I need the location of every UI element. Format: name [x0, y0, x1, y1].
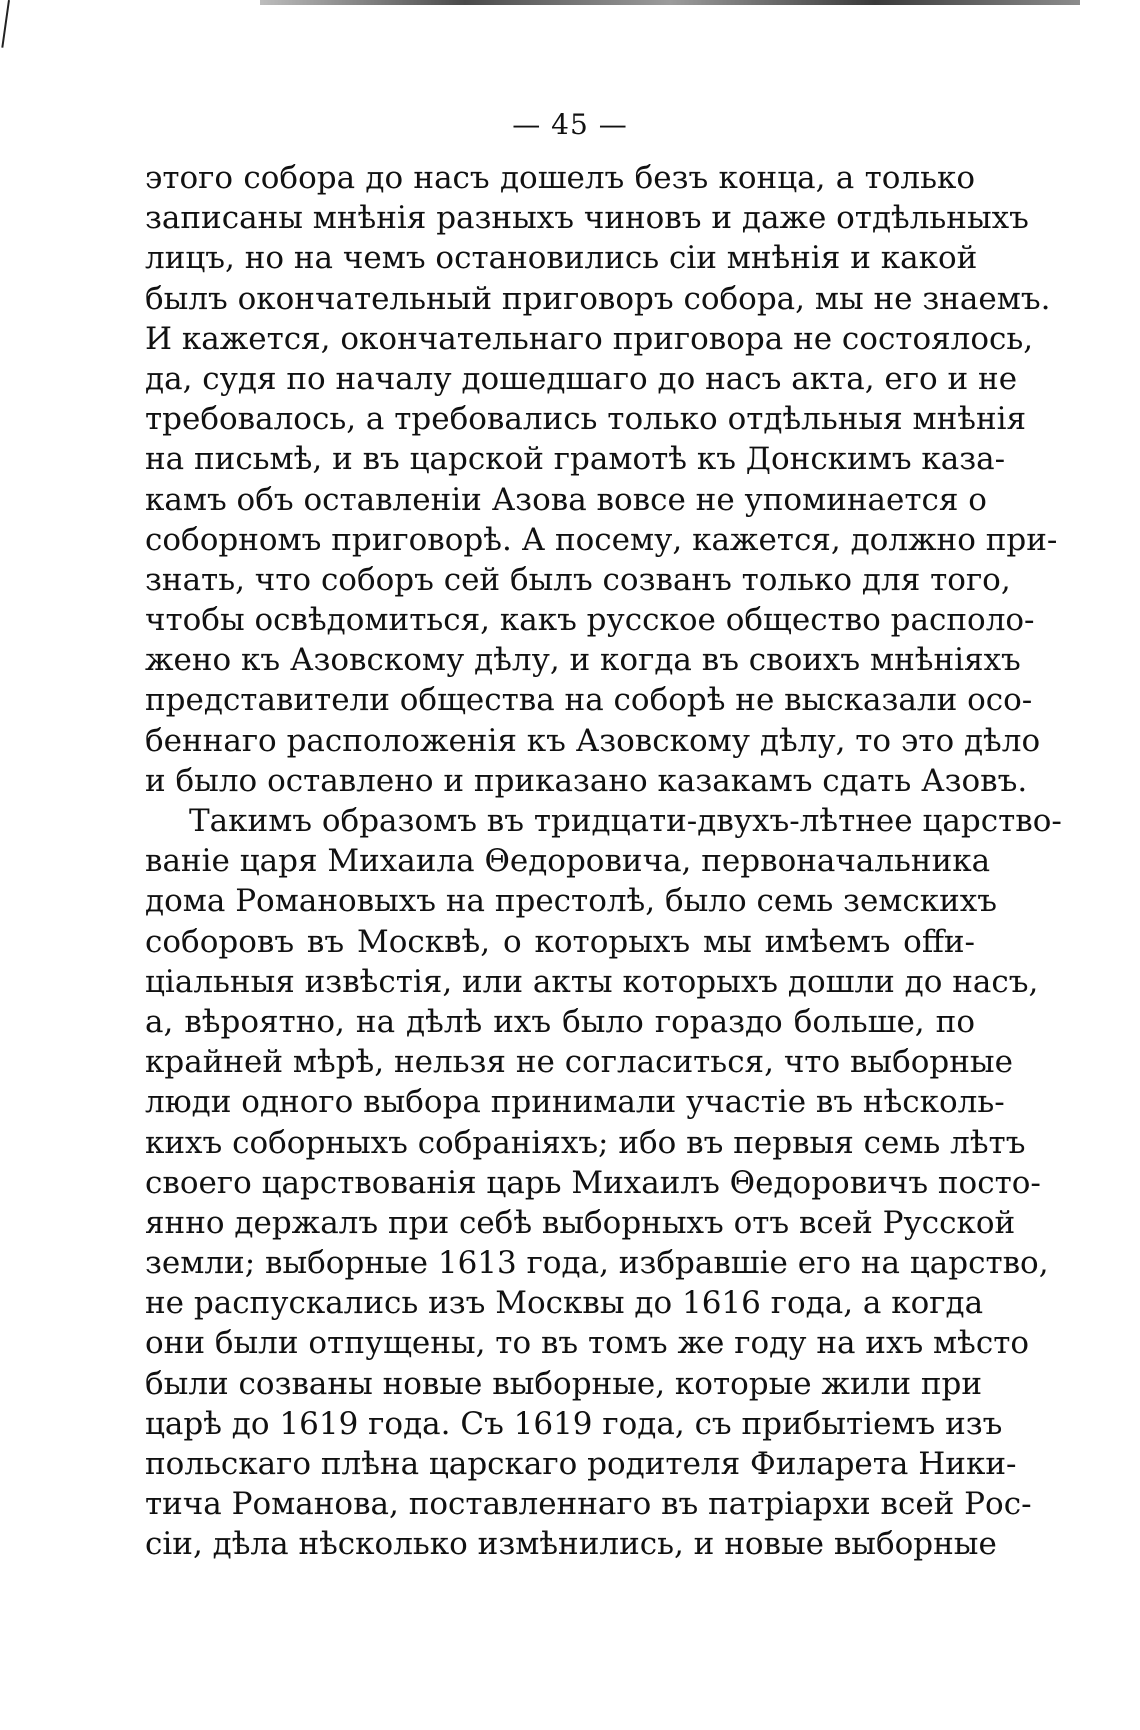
- text-line: дома Романовыхъ на престолѣ, было семь земскихъ: [145, 883, 998, 920]
- text-line: люди одного выбора принимали участіе въ нѣсколь-: [145, 1084, 1005, 1121]
- text-line: соборномъ приговорѣ. А посему, кажется, должно при-: [145, 521, 1058, 558]
- text-line: да, судя по началу дошедшаго до насъ акта, его и не: [145, 360, 1018, 397]
- text-line: а, вѣроятно, на дѣлѣ ихъ было гораздо больше, по: [145, 1003, 975, 1040]
- text-line: ваніе царя Михаила Θедоровича, первоначальника: [145, 843, 991, 880]
- text-line: жено къ Азовскому дѣлу, и когда въ своихъ мнѣніяхъ: [145, 642, 1021, 679]
- text-line: не распускались изъ Москвы до 1616 года, а когда: [145, 1285, 984, 1322]
- text-line: представители общества на соборѣ не высказали осо-: [145, 682, 1033, 719]
- text-line: чтобы освѣдомиться, какъ русское общество располо-: [145, 602, 1035, 639]
- text-line: они были отпущены, то въ томъ же году на ихъ мѣсто: [145, 1325, 1030, 1362]
- text-line: знать, что соборъ сей былъ созванъ только для того,: [145, 561, 1011, 598]
- text-line: лицъ, но на чемъ остановились сіи мнѣнія и какой: [145, 240, 978, 277]
- text-line: янно держалъ при себѣ выборныхъ отъ всей Русской: [145, 1204, 1016, 1241]
- text-line: тича Романова, поставленнаго въ патріархи всей Рос-: [145, 1486, 1032, 1523]
- text-line: камъ объ оставленіи Азова вовсе не упоминается о: [145, 481, 987, 518]
- text-line: Такимъ образомъ въ тридцати-двухъ-лѣтнее царство-: [189, 803, 1062, 839]
- body-text: [145, 158, 1062, 1565]
- text-line: ціальныя извѣстія, или акты которыхъ дошли до насъ,: [145, 963, 1039, 1000]
- text-line: требовалось, а требовались только отдѣльныя мнѣнія: [145, 401, 1027, 438]
- text-line: И кажется, окончательнаго приговора не состоялось,: [145, 320, 1034, 357]
- text-line: беннаго расположенія къ Азовскому дѣлу, то это дѣло: [145, 722, 1041, 759]
- text-line: и было оставлено и приказано казакамъ сдать Азовъ.: [145, 762, 1028, 799]
- scan-margin-mark: [1, 0, 10, 48]
- text-line: кихъ соборныхъ собраніяхъ; ибо въ первыя семь лѣтъ: [145, 1124, 1026, 1161]
- text-line: были созваны новые выборные, которые жили при: [145, 1365, 983, 1402]
- text-line: былъ окончательный приговоръ собора, мы не знаемъ.: [145, 280, 1051, 317]
- text-line: царѣ до 1619 года. Съ 1619 года, съ прибытіемъ изъ: [145, 1405, 1003, 1442]
- text-line: этого собора до насъ дошелъ безъ конца, а только: [145, 160, 975, 196]
- text-line: записаны мнѣнія разныхъ чиновъ и даже отдѣльныхъ: [145, 200, 1029, 237]
- page-number: — 45 —: [512, 108, 628, 141]
- text-line: земли; выборные 1613 года, избравшіе его на царство,: [145, 1245, 1049, 1282]
- scan-edge-artifact: [260, 0, 1080, 5]
- text-line: сіи, дѣла нѣсколько измѣнились, и новые выборные: [145, 1526, 997, 1563]
- text-line: своего царствованія царь Михаилъ Θедоровичъ посто-: [145, 1164, 1041, 1201]
- text-line: на письмѣ, и въ царской грамотѣ къ Донскимъ каза-: [145, 441, 1006, 478]
- text-line: польскаго плѣна царскаго родителя Филарета Ники-: [145, 1446, 1017, 1482]
- text-line: соборовъ въ Москвѣ, о которыхъ мы имѣемъ offи-: [145, 923, 975, 960]
- text-line: крайней мѣрѣ, нельзя не согласиться, что выборные: [145, 1044, 1013, 1081]
